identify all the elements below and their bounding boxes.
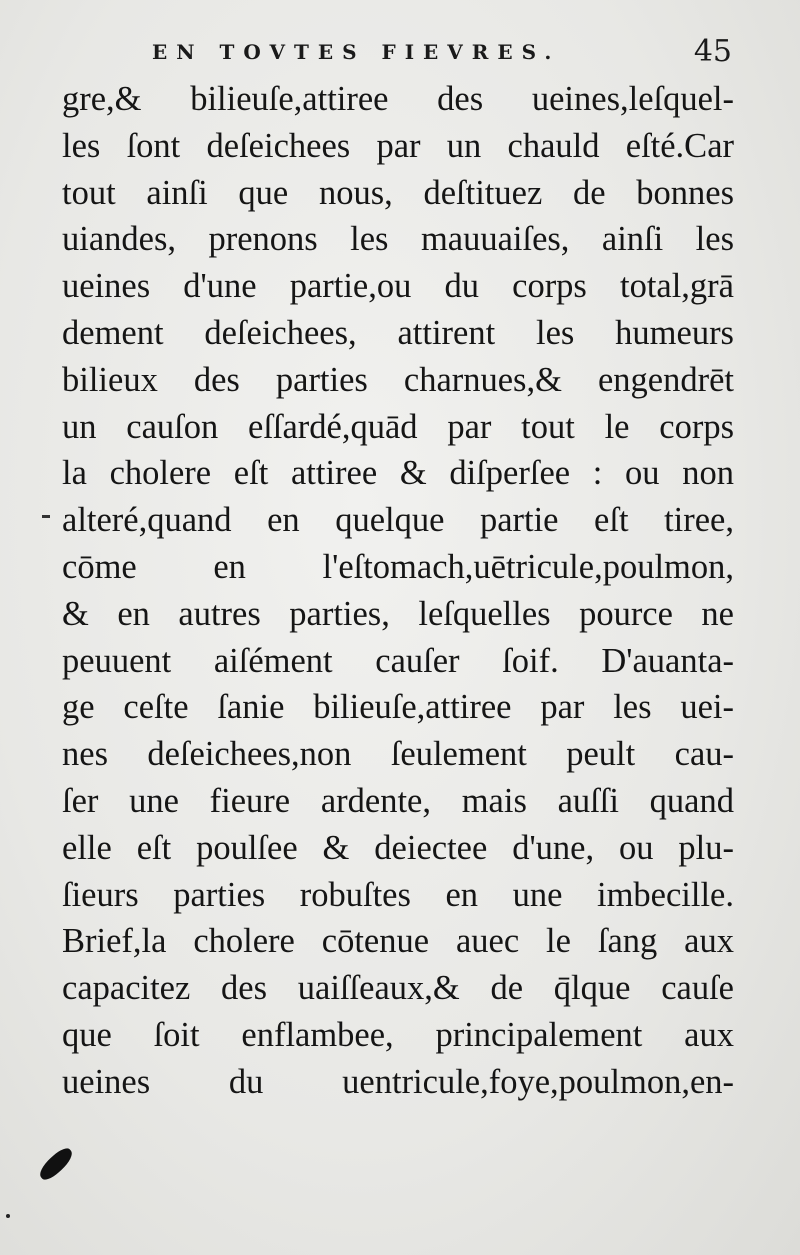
text-line: capacitez des uaiſſeaux,& de q̄lque cauſe: [62, 969, 734, 1008]
margin-mark: [42, 515, 50, 518]
text-line: ueines du uentricule,foye,poulmon,en-: [62, 1062, 734, 1101]
text-line: peuuent aiſément cauſer ſoif. D'auanta-: [62, 641, 734, 680]
text-line: cōme en l'eſtomach,uētricule,poulmon,: [62, 547, 734, 586]
text-line: elle eſt poulſee & deiectee d'une, ou plu-: [62, 828, 734, 867]
text-line: ſieurs parties robuſtes en une imbecille.: [62, 875, 734, 914]
text-line: gre,& bilieuſe,attiree des ueines,leſquel-: [62, 80, 734, 118]
text-line: la cholere eſt attiree & diſperſee : ou non: [62, 454, 734, 493]
text-line: les ſont deſeichees par un chauld eſté.Car: [62, 126, 734, 165]
text-line: ueines d'une partie,ou du corps total,grā: [62, 267, 734, 306]
ink-blot: [36, 1145, 76, 1184]
text-line: un cauſon eſſardé,quād par tout le corps: [62, 407, 734, 446]
text-line: bilieux des parties charnues,& engendrēt: [62, 360, 734, 399]
text-line: dement deſeichees, attirent les humeurs: [62, 313, 734, 352]
page-number: 45: [693, 34, 732, 69]
text-line: tout ainſi que nous, deſtituez de bonnes: [62, 173, 734, 212]
body-text: [62, 76, 734, 1106]
text-line: que ſoit enflambee, principalement aux: [62, 1015, 734, 1054]
text-line: Brief,la cholere cōtenue auec le ſang aux: [62, 922, 734, 961]
text-line: uiandes, prenons les mauuaiſes, ainſi les: [62, 220, 734, 259]
text-line: ſer une fieure ardente, mais auſſi quand: [62, 781, 734, 820]
ink-speck: [6, 1214, 10, 1218]
text-line: & en autres parties, leſquelles pource ne: [62, 594, 734, 633]
text-line: alteré,quand en quelque partie eſt tiree,: [62, 501, 734, 540]
text-line: nes deſeichees,non ſeulement peult cau-: [62, 735, 734, 774]
running-title: EN TOVTES FIEVRES.: [152, 40, 561, 64]
text-line: ge ceſte ſanie bilieuſe,attiree par les uei-: [62, 688, 734, 727]
page-header: [152, 34, 732, 78]
